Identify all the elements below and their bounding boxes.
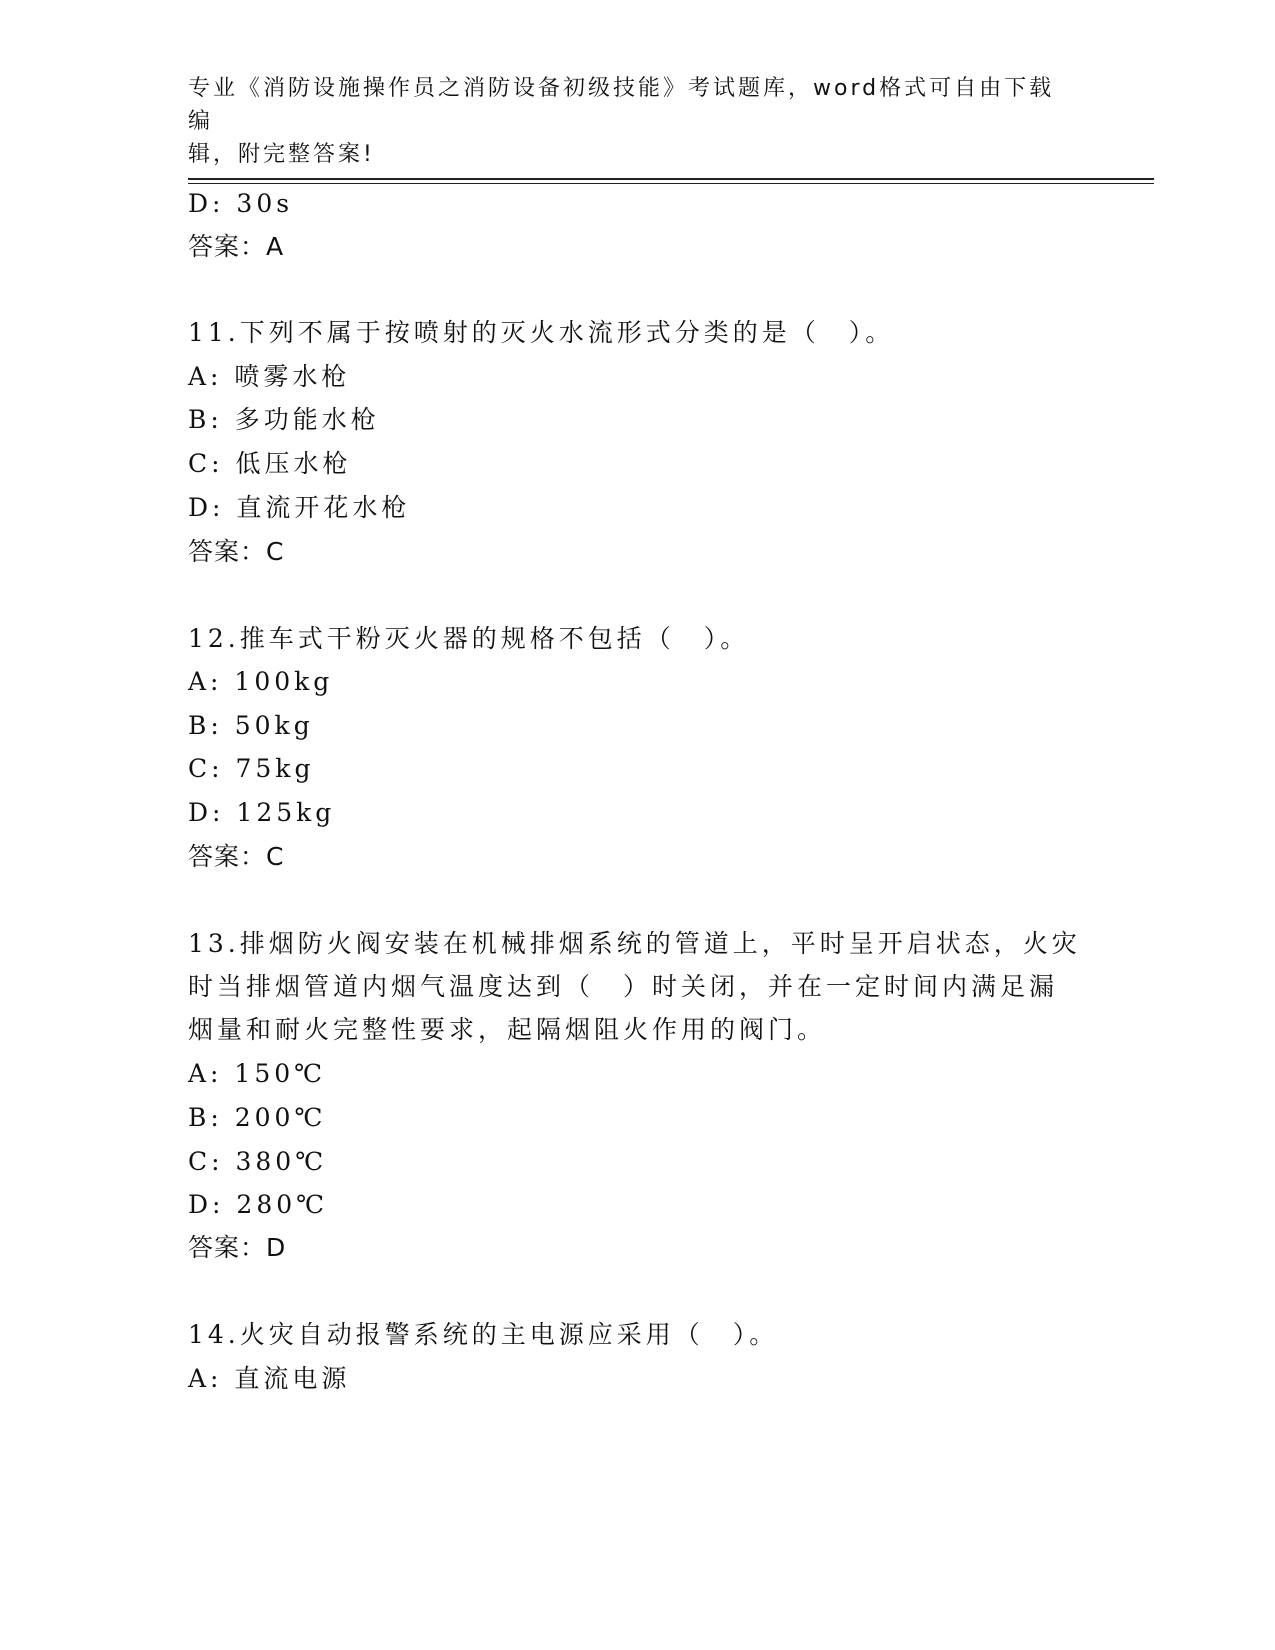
question-12-answer: 答案：C bbox=[188, 842, 285, 871]
header-divider bbox=[188, 178, 1154, 180]
header-line-1: 专业《消防设施操作员之消防设备初级技能》考试题库，word格式可自由下载编 bbox=[188, 76, 1055, 134]
header-divider-thin bbox=[188, 183, 1154, 184]
prev-answer: 答案：A bbox=[188, 232, 285, 261]
question-13-stem-line-3: 烟量和耐火完整性要求，起隔烟阻火作用的阀门。 bbox=[188, 1015, 827, 1044]
header-line-2: 辑，附完整答案! bbox=[188, 142, 375, 167]
question-14-stem: 14.火灾自动报警系统的主电源应采用（ ）。 bbox=[188, 1320, 779, 1349]
question-11-answer: 答案：C bbox=[188, 537, 285, 566]
question-13-option-d: D: 280℃ bbox=[188, 1190, 329, 1219]
question-12-stem: 12.推车式干粉灭火器的规格不包括（ ）。 bbox=[188, 624, 750, 653]
question-11-stem: 11.下列不属于按喷射的灭火水流形式分类的是（ ）。 bbox=[188, 318, 895, 347]
question-11-option-d: D: 直流开花水枪 bbox=[188, 493, 411, 522]
question-11-option-b: B: 多功能水枪 bbox=[188, 405, 380, 434]
question-12-option-c: C: 75kg bbox=[188, 754, 315, 783]
question-11-option-c: C: 低压水枪 bbox=[188, 449, 352, 478]
question-12-option-d: D: 125kg bbox=[188, 798, 336, 827]
question-13-option-a: A: 150℃ bbox=[188, 1059, 327, 1088]
document-header bbox=[188, 72, 1068, 171]
question-13-stem-line-1: 13.排烟防火阀安装在机械排烟系统的管道上，平时呈开启状态，火灾 bbox=[188, 929, 1081, 958]
question-13-option-c: C: 380℃ bbox=[188, 1147, 328, 1176]
question-13-option-b: B: 200℃ bbox=[188, 1103, 327, 1132]
question-13-stem-line-2: 时当排烟管道内烟气温度达到（ ）时关闭，并在一定时间内满足漏 bbox=[188, 972, 1059, 1001]
question-13-answer: 答案：D bbox=[188, 1233, 287, 1262]
question-11-option-a: A: 喷雾水枪 bbox=[188, 362, 351, 391]
prev-option-d: D: 30s bbox=[188, 189, 294, 218]
question-12-option-b: B: 50kg bbox=[188, 711, 314, 740]
question-12-option-a: A: 100kg bbox=[188, 667, 334, 696]
question-14-option-a: A: 直流电源 bbox=[188, 1364, 351, 1393]
